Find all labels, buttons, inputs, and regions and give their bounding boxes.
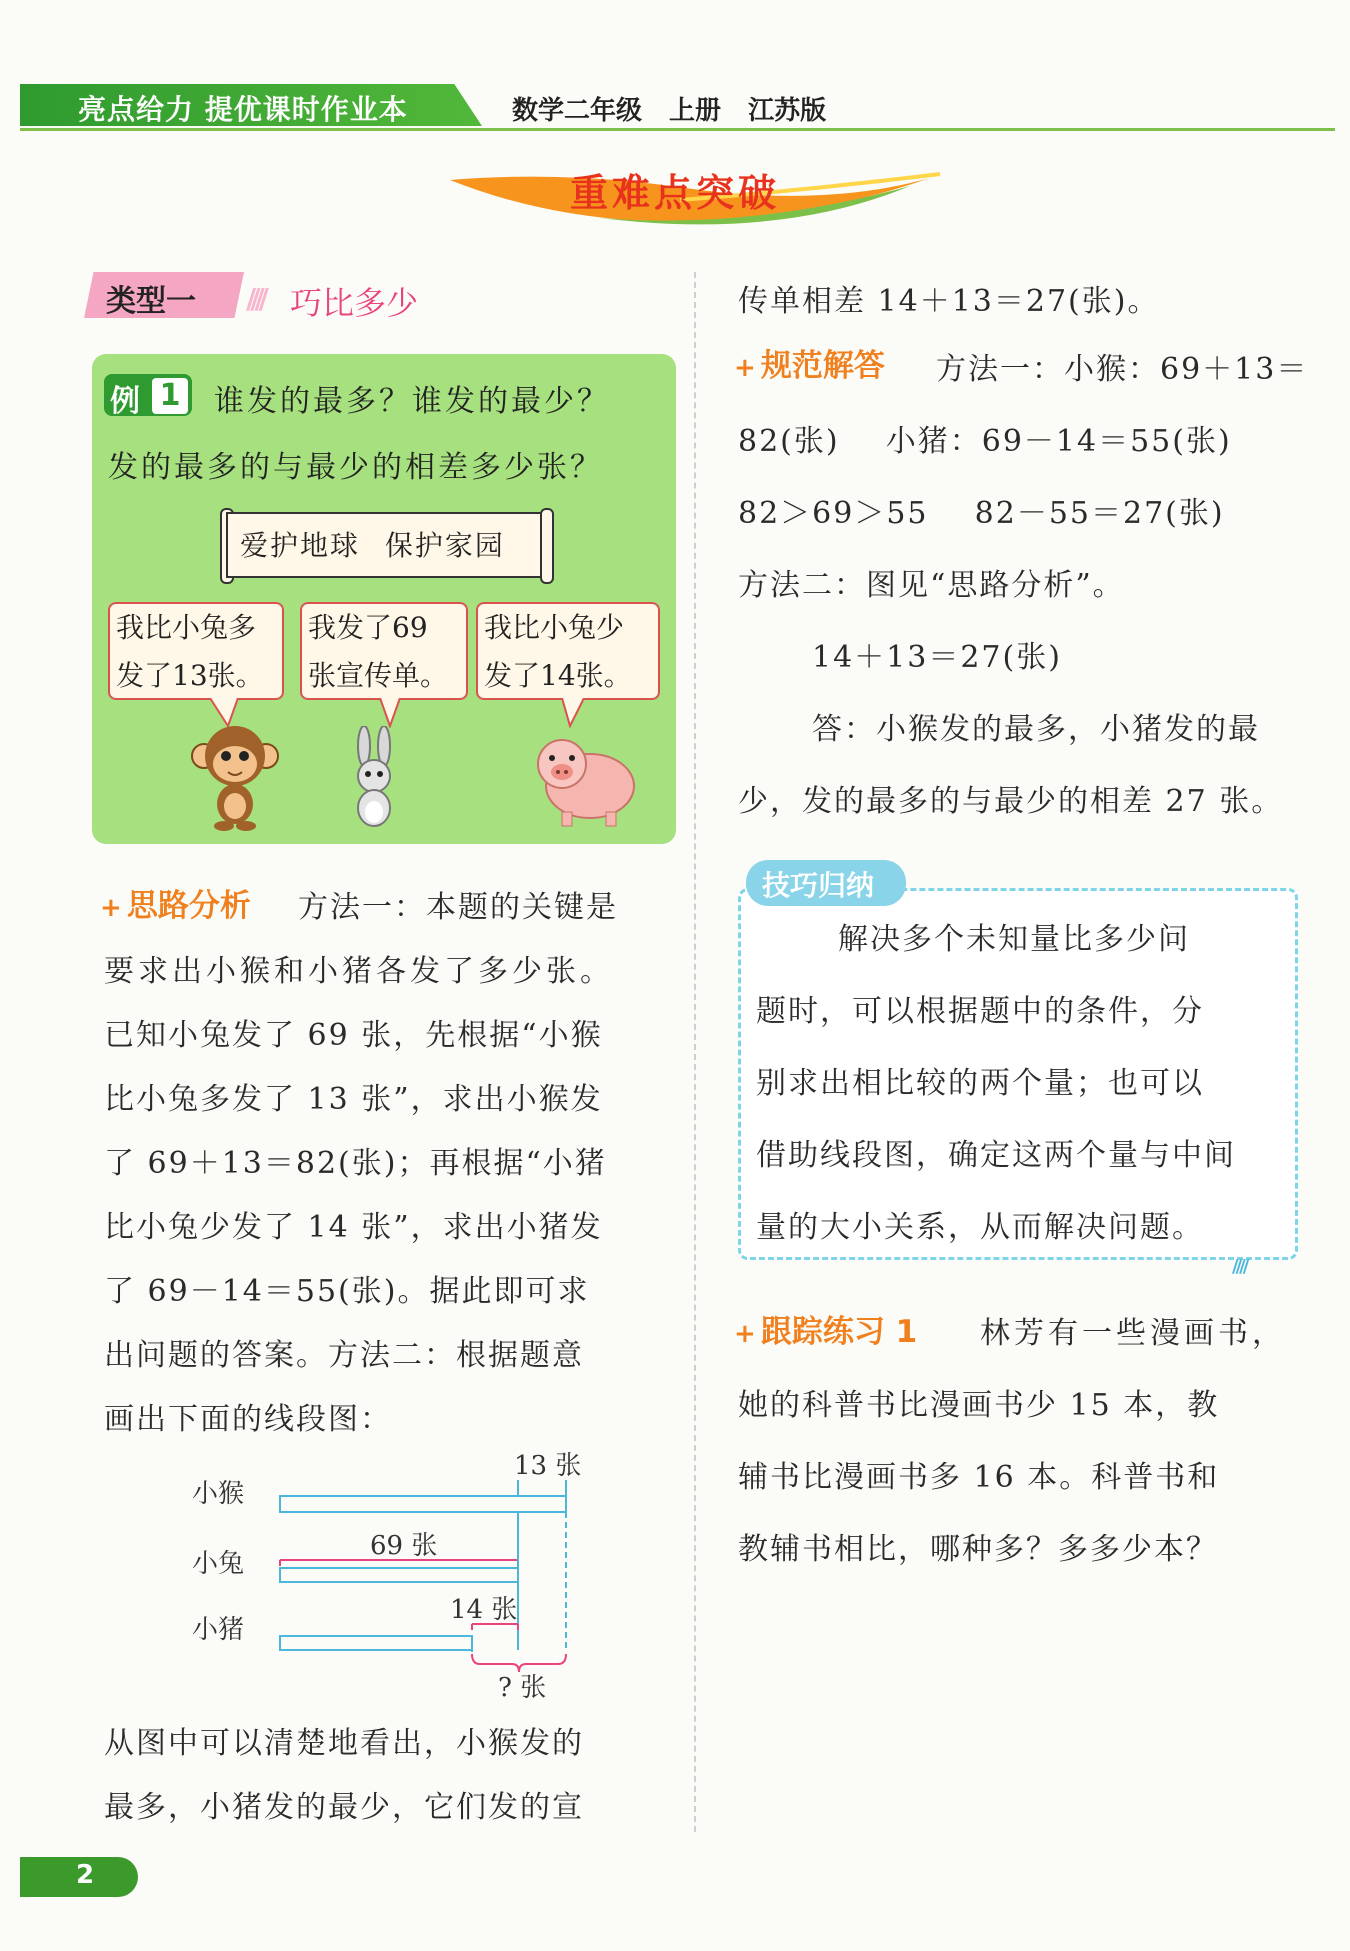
plus-icon: +: [734, 1319, 756, 1349]
bubble-line: 张宣传单。: [308, 659, 449, 692]
practice-heading: 跟踪练习 1: [760, 1314, 918, 1350]
practice-line: 林芳有一些漫画书，: [980, 1316, 1286, 1351]
analysis-line: 出问题的答案。方法二：根据题意: [104, 1338, 584, 1373]
segment-diagram: [180, 1440, 600, 1700]
tip-line: 解决多个未知量比多少问: [838, 922, 1190, 957]
book-meta: 数学二年级 上册 江苏版: [512, 96, 827, 126]
practice-line: 辅书比漫画书多 16 本。科普书和: [738, 1460, 1220, 1495]
analysis-line: 画出下面的线段图：: [104, 1402, 392, 1437]
row-label-rabbit: 小兔: [192, 1549, 245, 1579]
example-number: 1: [152, 378, 188, 414]
type-label: 类型一: [106, 284, 196, 319]
column-divider: [694, 272, 696, 1832]
analysis-line: 方法一：本题的关键是: [298, 890, 618, 925]
example-question-line: 发的最多的与最少的相差多少张？: [108, 450, 603, 485]
example-badge-label: 例: [110, 384, 140, 419]
label-13: 13 张: [514, 1451, 582, 1481]
scroll-end-right: [540, 508, 554, 584]
slogan-text: 爱护地球 保护家园: [240, 529, 505, 562]
rabbit-bar: [280, 1568, 518, 1582]
speech-bubble-pig: [476, 602, 660, 700]
example-question-line: 谁发的最多？谁发的最少？: [214, 384, 610, 419]
slash-decoration-icon: ////: [246, 282, 263, 315]
label-diff: ? 张: [498, 1673, 547, 1700]
label-14: 14 张: [450, 1595, 518, 1625]
continuation-line: 传单相差 14＋13＝27(张)。: [738, 284, 1160, 319]
tip-line: 别求出相比较的两个量；也可以: [756, 1066, 1204, 1101]
monkey-icon: [190, 722, 280, 832]
bubble-line: 我比小兔少: [484, 611, 625, 644]
answer-heading-row: [734, 340, 885, 385]
practice-heading-row: [734, 1306, 917, 1351]
answer-line: 82(张) 小猪：69－14＝55(张): [738, 424, 1232, 459]
answer-line: 答：小猴发的最多，小猪发的最: [812, 712, 1260, 747]
row-label-pig: 小猪: [192, 1615, 245, 1645]
stripe-decoration-icon: ////: [1232, 1256, 1247, 1277]
analysis-line: 已知小兔发了 69 张，先根据“小猴: [104, 1018, 603, 1053]
tip-line: 题时，可以根据题中的条件，分: [756, 994, 1204, 1029]
label-69: 69 张: [370, 1531, 438, 1561]
analysis-line: 要求出小猴和小猪各发了多少张。: [104, 954, 614, 989]
analysis-heading-row: [100, 880, 251, 925]
row-label-monkey: 小猴: [192, 1479, 245, 1509]
speech-bubble-rabbit: [300, 602, 468, 700]
analysis-line: 了 69＋13＝82(张)；再根据“小猪: [104, 1146, 607, 1181]
answer-line: 82＞69＞55 82－55＝27(张): [738, 496, 1225, 531]
tip-line: 借助线段图，确定这两个量与中间: [756, 1138, 1236, 1173]
analysis-line: 了 69－14＝55(张)。据此即可求: [104, 1274, 590, 1309]
pig-icon: [528, 728, 640, 828]
plus-icon: +: [734, 353, 756, 383]
type-title: 巧比多少: [290, 284, 419, 322]
practice-line: 教辅书相比，哪种多？多多少本？: [738, 1532, 1218, 1567]
monkey-bar: [280, 1496, 566, 1512]
section-banner-title: 重难点突破: [570, 171, 781, 215]
rabbit-icon: [344, 726, 404, 830]
plus-icon: +: [100, 893, 122, 923]
analysis-line: 比小兔少发了 14 张”，求出小猪发: [104, 1210, 603, 1245]
book-series-title: 亮点给力 提优课时作业本: [78, 93, 408, 126]
answer-line: 方法一：小猴：69＋13＝: [936, 352, 1309, 387]
rabbit-brace: [280, 1560, 518, 1566]
tip-title: 技巧归纳: [762, 869, 875, 902]
page-number: 2: [76, 1860, 95, 1890]
bubble-line: 我发了69: [308, 611, 428, 644]
header-rule: [20, 128, 1335, 131]
diff-brace: [472, 1654, 566, 1672]
bubble-tails: [100, 698, 660, 728]
bubble-line: 发了13张。: [116, 659, 264, 692]
practice-line: 她的科普书比漫画书少 15 本，教: [738, 1388, 1220, 1423]
analysis-line: 比小兔多发了 13 张”，求出小猴发: [104, 1082, 603, 1117]
bubble-line: 发了14张。: [484, 659, 632, 692]
analysis-heading: 思路分析: [126, 888, 251, 924]
tip-line: 量的大小关系，从而解决问题。: [756, 1210, 1204, 1245]
pig-bar: [280, 1636, 472, 1650]
answer-line: 方法二：图见“思路分析”。: [738, 568, 1125, 603]
pig-less-brace: [472, 1624, 518, 1630]
speech-bubble-monkey: [108, 602, 284, 700]
analysis-after-line: 从图中可以清楚地看出，小猴发的: [104, 1726, 584, 1761]
answer-line: 14＋13＝27(张): [812, 640, 1062, 675]
analysis-after-line: 最多，小猪发的最少，它们发的宣: [104, 1790, 584, 1825]
answer-heading: 规范解答: [760, 348, 885, 384]
answer-line: 少，发的最多的与最少的相差 27 张。: [738, 784, 1284, 819]
bubble-line: 我比小兔多: [116, 611, 257, 644]
